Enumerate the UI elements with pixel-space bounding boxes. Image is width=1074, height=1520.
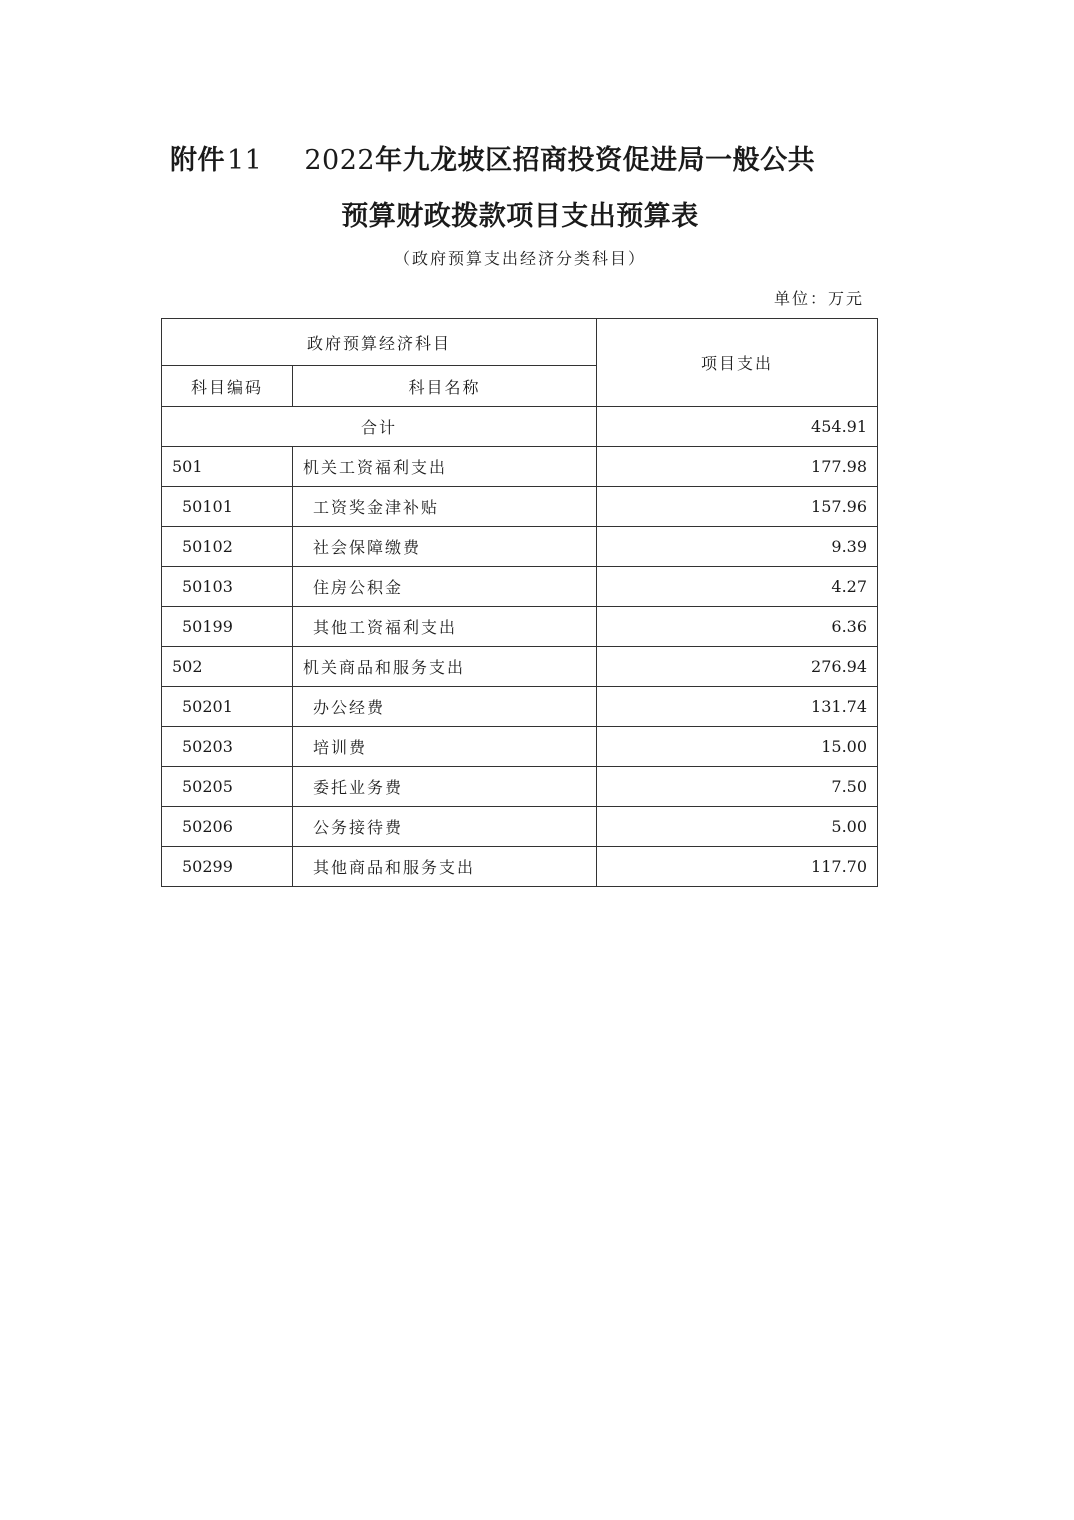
project-amount-cell: 15.00 (597, 727, 878, 767)
subject-name-cell: 机关工资福利支出 (293, 447, 597, 487)
document-title-line-1 (170, 138, 890, 177)
subject-code-cell: 50103 (162, 567, 293, 607)
subject-name-cell: 机关商品和服务支出 (293, 647, 597, 687)
table-row (162, 807, 878, 847)
title-line-1-text: 年九龙坡区招商投资促进局一般公共 (375, 145, 816, 176)
table-row (162, 687, 878, 727)
table-row (162, 607, 878, 647)
project-amount-cell: 5.00 (597, 807, 878, 847)
project-amount-cell: 7.50 (597, 767, 878, 807)
table-row (162, 487, 878, 527)
project-amount-cell: 9.39 (597, 527, 878, 567)
attachment-label: 附件 (170, 145, 225, 176)
table-row (162, 727, 878, 767)
total-amount: 454.91 (597, 407, 878, 447)
subject-code-cell: 50206 (162, 807, 293, 847)
attachment-number: 11 (227, 145, 263, 176)
project-amount-cell: 157.96 (597, 487, 878, 527)
subject-code-cell: 50102 (162, 527, 293, 567)
subject-code-cell: 50203 (162, 727, 293, 767)
project-amount-cell: 131.74 (597, 687, 878, 727)
table-row (162, 767, 878, 807)
budget-table (161, 318, 878, 887)
total-row (162, 407, 878, 447)
table-row (162, 447, 878, 487)
subject-name-cell: 社会保障缴费 (293, 527, 597, 567)
header-subject-code: 科目编码 (162, 366, 293, 407)
subject-code-cell: 50101 (162, 487, 293, 527)
header-project-expenditure: 项目支出 (597, 319, 878, 407)
project-amount-cell: 276.94 (597, 647, 878, 687)
subject-code-cell: 501 (162, 447, 293, 487)
header-economic-subject: 政府预算经济科目 (162, 319, 597, 366)
subject-name-cell: 其他工资福利支出 (293, 607, 597, 647)
project-amount-cell: 4.27 (597, 567, 878, 607)
total-label: 合计 (162, 407, 597, 447)
document-title-line-2: 预算财政拨款项目支出预算表 (341, 201, 699, 232)
project-amount-cell: 117.70 (597, 847, 878, 887)
table-row (162, 847, 878, 887)
table-row (162, 647, 878, 687)
project-amount-cell: 6.36 (597, 607, 878, 647)
subject-code-cell: 502 (162, 647, 293, 687)
subject-name-cell: 其他商品和服务支出 (293, 847, 597, 887)
table-row (162, 567, 878, 607)
project-amount-cell: 177.98 (597, 447, 878, 487)
subject-code-cell: 50205 (162, 767, 293, 807)
title-year: 2022 (304, 145, 376, 176)
document-subtitle: （政府预算支出经济分类科目） (393, 249, 646, 268)
subject-name-cell: 培训费 (293, 727, 597, 767)
subject-name-cell: 办公经费 (293, 687, 597, 727)
header-subject-name: 科目名称 (293, 366, 597, 407)
unit-label: 单位：万元 (773, 289, 864, 308)
table-row (162, 527, 878, 567)
subject-name-cell: 住房公积金 (293, 567, 597, 607)
header-row-group (162, 319, 878, 366)
subject-code-cell: 50201 (162, 687, 293, 727)
subject-name-cell: 委托业务费 (293, 767, 597, 807)
subject-name-cell: 工资奖金津补贴 (293, 487, 597, 527)
subject-code-cell: 50199 (162, 607, 293, 647)
subject-name-cell: 公务接待费 (293, 807, 597, 847)
subject-code-cell: 50299 (162, 847, 293, 887)
